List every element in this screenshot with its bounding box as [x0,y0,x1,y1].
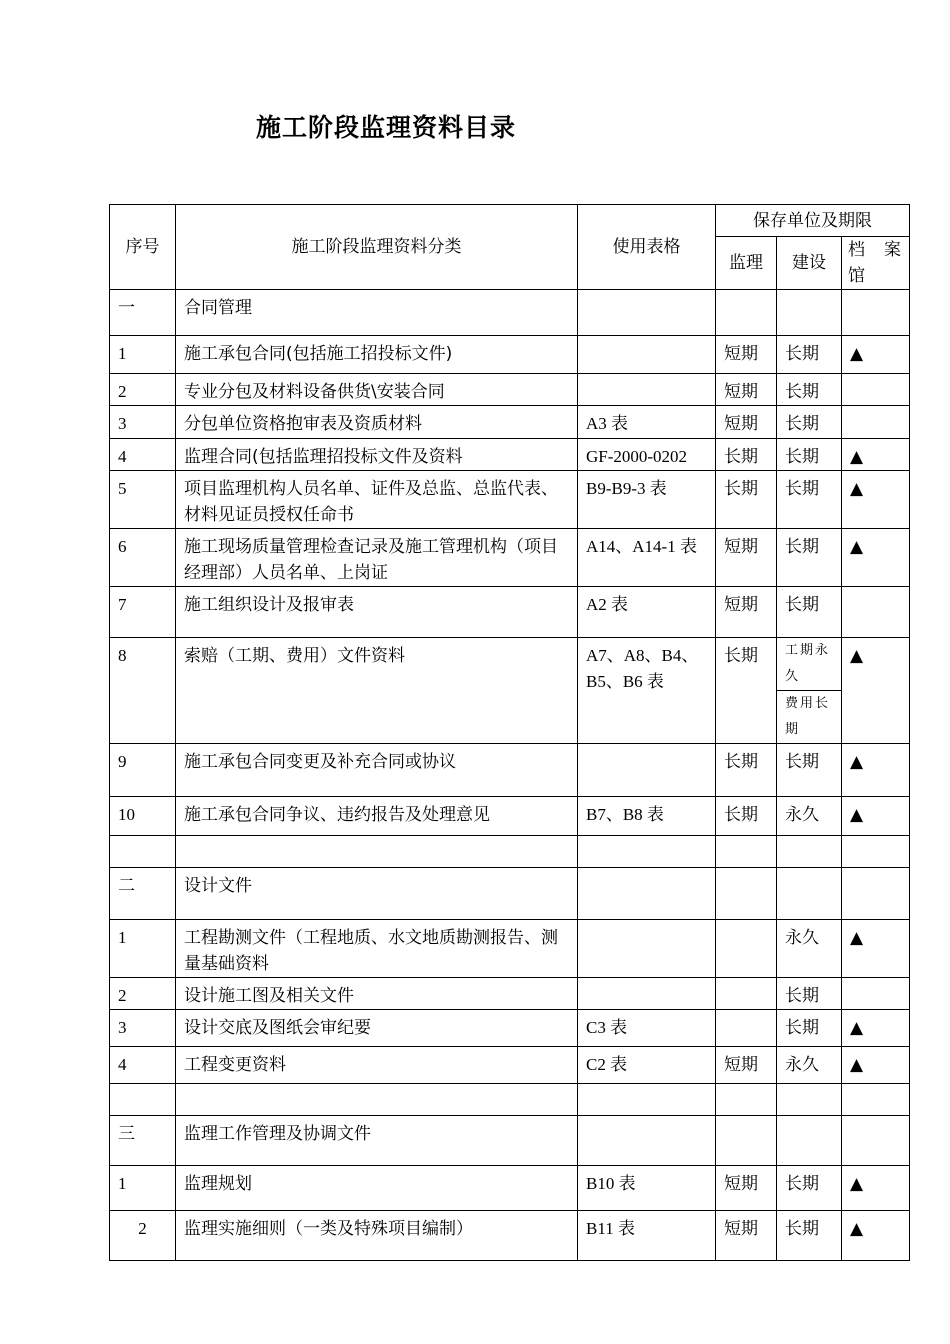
row-builder-2: 费用长期 [777,691,842,744]
row-seq: 4 [110,1047,176,1084]
row-supervisor [716,290,777,336]
archive-mark: ▲ [842,336,910,374]
row-seq: 二 [110,868,176,920]
table-row [110,1047,910,1084]
row-seq: 9 [110,744,176,797]
row-builder: 长期 [777,406,842,439]
row-supervisor: 短期 [716,587,777,638]
archive-mark: ▲ [842,920,910,978]
row-form: A7、A8、B4、B5、B6 表 [578,638,716,744]
row-supervisor [716,1084,777,1116]
row-category: 项目监理机构人员名单、证件及总监、总监代表、材料见证员授权任命书 [176,471,578,529]
row-supervisor: 短期 [716,336,777,374]
row-seq: 1 [110,1166,176,1211]
row-seq: 3 [110,1010,176,1047]
row-seq: 2 [110,374,176,406]
row-form: A2 表 [578,587,716,638]
row-seq: 3 [110,406,176,439]
table-row [110,587,910,638]
table-row [110,439,910,471]
row-category: 设计施工图及相关文件 [176,978,578,1010]
row-seq: 2 [110,978,176,1010]
row-supervisor: 短期 [716,529,777,587]
row-form [578,868,716,920]
row-form: C2 表 [578,1047,716,1084]
row-form [578,1084,716,1116]
row-form [578,1116,716,1166]
archive-mark [842,978,910,1010]
row-form: B7、B8 表 [578,797,716,836]
row-supervisor [716,1116,777,1166]
table-row [110,920,910,978]
header-retention: 保存单位及期限 [716,205,910,237]
table-row [110,374,910,406]
row-form [578,336,716,374]
archive-mark [842,374,910,406]
archive-mark: ▲ [842,797,910,836]
archive-mark: ▲ [842,744,910,797]
row-supervisor [716,1010,777,1047]
header-row [110,205,910,237]
table-row [110,336,910,374]
directory-table [109,204,910,1261]
row-category: 分包单位资格抱审表及资质材料 [176,406,578,439]
row-builder: 长期 [777,1010,842,1047]
row-category: 工程变更资料 [176,1047,578,1084]
table-row [110,290,910,336]
row-form [578,290,716,336]
row-builder: 长期 [777,439,842,471]
row-seq: 一 [110,290,176,336]
row-seq: 1 [110,336,176,374]
row-seq: 10 [110,797,176,836]
table-row [110,1116,910,1166]
archive-mark: ▲ [842,529,910,587]
row-builder: 长期 [777,374,842,406]
table-row [110,797,910,836]
row-category: 专业分包及材料设备供货\安装合同 [176,374,578,406]
header-supervisor: 监理 [716,237,777,290]
archive-mark: ▲ [842,1211,910,1261]
header-form: 使用表格 [578,205,716,290]
row-category: 施工现场质量管理检查记录及施工管理机构（项目经理部）人员名单、上岗证 [176,529,578,587]
header-builder: 建设 [777,237,842,290]
row-builder: 永久 [777,920,842,978]
row-form: C3 表 [578,1010,716,1047]
row-supervisor [716,868,777,920]
row-seq [110,836,176,868]
row-seq [110,1084,176,1116]
row-builder [777,868,842,920]
archive-mark [842,836,910,868]
archive-mark: ▲ [842,1010,910,1047]
row-builder: 长期 [777,529,842,587]
row-builder: 长期 [777,587,842,638]
row-supervisor: 长期 [716,744,777,797]
row-builder: 长期 [777,744,842,797]
row-supervisor: 长期 [716,797,777,836]
row-builder [777,290,842,336]
row-supervisor: 长期 [716,638,777,744]
row-category: 监理规划 [176,1166,578,1211]
table-row [110,1010,910,1047]
row-form [578,978,716,1010]
row-category [176,836,578,868]
row-form [578,374,716,406]
archive-mark: ▲ [842,1047,910,1084]
row-builder [777,1084,842,1116]
row-category: 合同管理 [176,290,578,336]
row-category: 索赔（工期、费用）文件资料 [176,638,578,744]
row-category: 设计文件 [176,868,578,920]
row-category: 工程勘测文件（工程地质、水文地质勘测报告、测量基础资料 [176,920,578,978]
row-seq: 6 [110,529,176,587]
row-builder: 长期 [777,1166,842,1211]
row-builder [777,836,842,868]
row-supervisor: 短期 [716,1211,777,1261]
row-supervisor: 短期 [716,406,777,439]
table-row [110,529,910,587]
row-builder: 长期 [777,471,842,529]
header-seq: 序号 [110,205,176,290]
table-row [110,868,910,920]
row-builder: 永久 [777,797,842,836]
row-builder [777,1116,842,1166]
row-seq: 三 [110,1116,176,1166]
row-seq: 8 [110,638,176,744]
row-seq: 5 [110,471,176,529]
row-seq: 2 [110,1211,176,1261]
table-row [110,1211,910,1261]
row-form: B10 表 [578,1166,716,1211]
row-category: 监理实施细则（一类及特殊项目编制） [176,1211,578,1261]
row-form [578,744,716,797]
archive-mark: ▲ [842,638,910,744]
page-title: 施工阶段监理资料目录 [256,113,517,142]
row-seq: 4 [110,439,176,471]
row-builder: 工期永久 [777,638,842,691]
row-category [176,1084,578,1116]
row-supervisor: 短期 [716,374,777,406]
row-supervisor: 短期 [716,1166,777,1211]
row-category: 施工组织设计及报审表 [176,587,578,638]
row-category: 设计交底及图纸会审纪要 [176,1010,578,1047]
archive-mark [842,1116,910,1166]
row-builder: 永久 [777,1047,842,1084]
archive-mark [842,290,910,336]
row-builder: 长期 [777,978,842,1010]
row-category: 施工承包合同变更及补充合同或协议 [176,744,578,797]
row-form: GF-2000-0202 [578,439,716,471]
row-builder: 长期 [777,1211,842,1261]
header-archive: 档 案馆 [842,237,910,290]
row-form [578,920,716,978]
row-supervisor: 长期 [716,471,777,529]
row-builder: 长期 [777,336,842,374]
table-row [110,406,910,439]
row-category: 施工承包合同争议、违约报告及处理意见 [176,797,578,836]
row-seq: 7 [110,587,176,638]
row-form [578,836,716,868]
archive-mark: ▲ [842,471,910,529]
table-row [110,744,910,797]
row-form: A14、A14-1 表 [578,529,716,587]
row-form: B11 表 [578,1211,716,1261]
row-category: 监理工作管理及协调文件 [176,1116,578,1166]
row-category: 施工承包合同(包括施工招投标文件) [176,336,578,374]
archive-mark [842,587,910,638]
table-row [110,638,910,691]
header-category: 施工阶段监理资料分类 [176,205,578,290]
archive-mark [842,406,910,439]
table-row [110,836,910,868]
archive-mark: ▲ [842,439,910,471]
archive-mark: ▲ [842,1166,910,1211]
table-row [110,978,910,1010]
table-row [110,471,910,529]
row-category: 监理合同(包括监理招投标文件及资料 [176,439,578,471]
row-seq: 1 [110,920,176,978]
archive-mark [842,868,910,920]
row-form: B9-B9-3 表 [578,471,716,529]
table-row [110,1084,910,1116]
row-supervisor: 长期 [716,439,777,471]
row-supervisor [716,836,777,868]
row-supervisor [716,920,777,978]
row-supervisor [716,978,777,1010]
archive-mark [842,1084,910,1116]
row-form: A3 表 [578,406,716,439]
row-supervisor: 短期 [716,1047,777,1084]
table-row [110,1166,910,1211]
